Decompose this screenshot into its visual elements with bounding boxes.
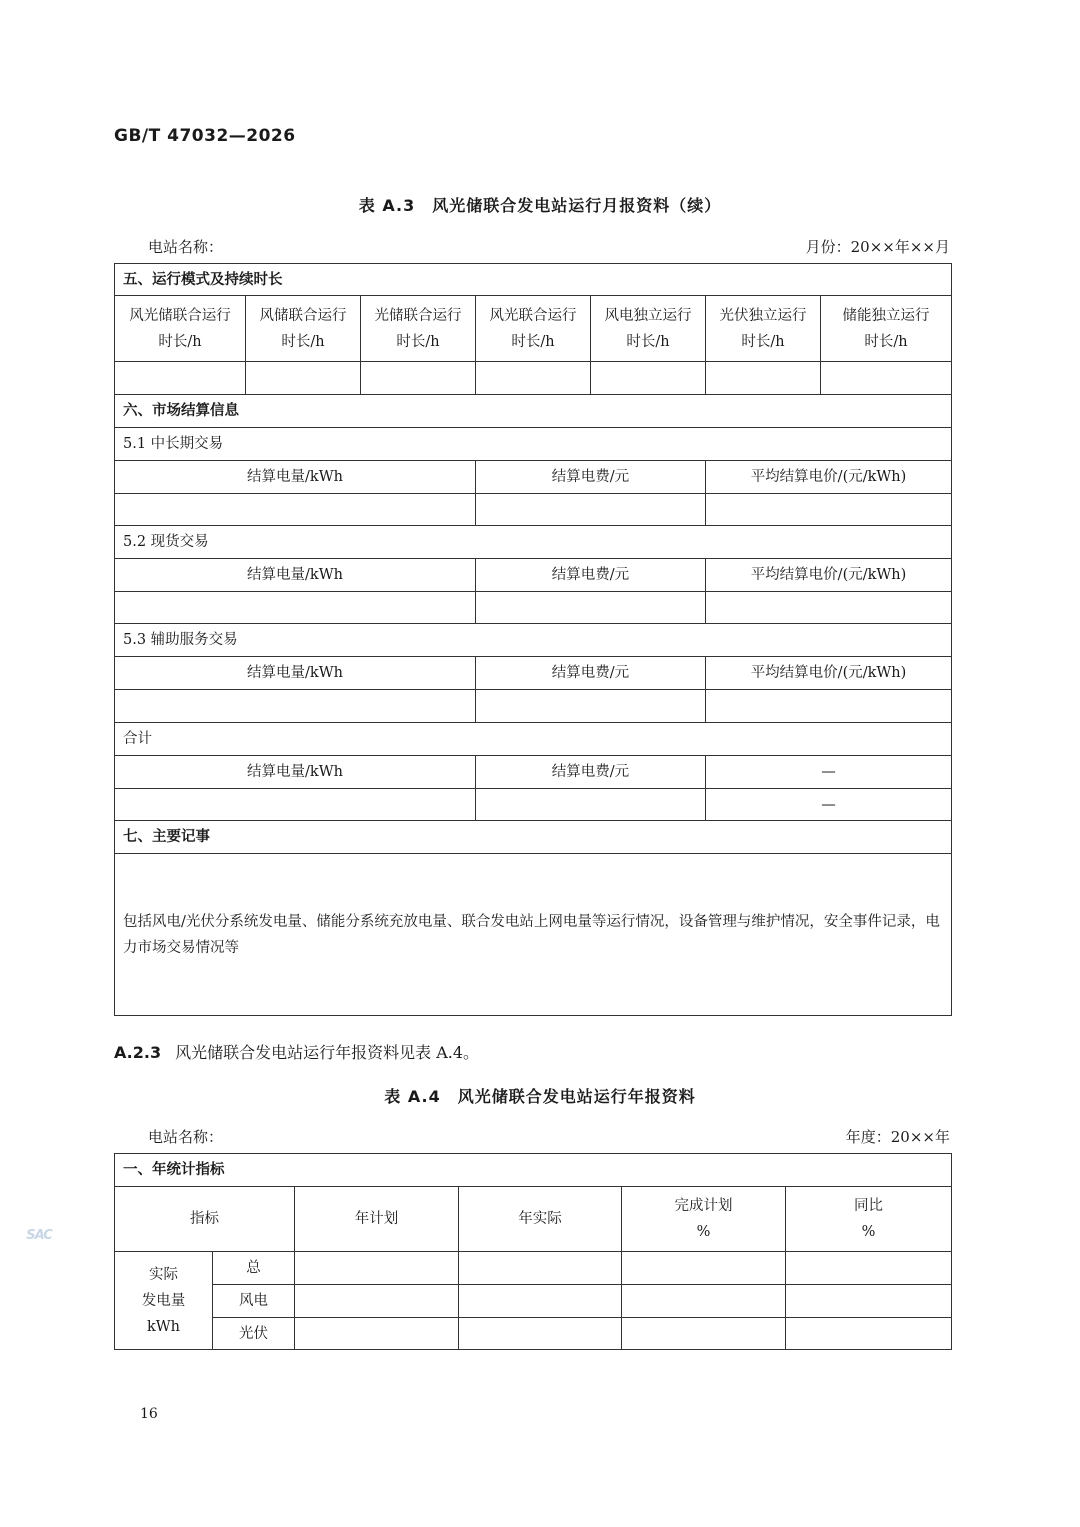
row-label: 总	[213, 1252, 295, 1285]
settlement-header-row	[115, 559, 952, 592]
mode-unit: 时长/h	[158, 333, 202, 350]
energy-cell[interactable]	[115, 690, 476, 723]
settlement-value-row	[115, 494, 952, 526]
col-plan: 年计划	[295, 1187, 459, 1252]
col-energy: 结算电量/kWh	[115, 559, 476, 592]
mode-unit: 时长/h	[626, 333, 670, 350]
energy-cell[interactable]	[115, 789, 476, 821]
col-price: 平均结算电价/(元/kWh)	[706, 559, 952, 592]
energy-cell[interactable]	[115, 592, 476, 624]
total-header-row	[115, 756, 952, 789]
gen-label-line: 发电量	[141, 1292, 186, 1309]
gen-label-line: kWh	[146, 1318, 181, 1335]
mode-unit: 时长/h	[396, 333, 440, 350]
row-label: 光伏	[213, 1318, 295, 1350]
col-fee: 结算电费/元	[476, 756, 706, 789]
col-yoy-unit: %	[861, 1224, 876, 1240]
col-fee: 结算电费/元	[476, 657, 706, 690]
table-a4	[114, 1153, 952, 1350]
subsection-title: 5.1 中长期交易	[115, 428, 952, 461]
col-yoy	[786, 1187, 952, 1252]
col-energy: 结算电量/kWh	[115, 756, 476, 789]
mode-label: 光储联合运行	[374, 307, 462, 324]
settlement-value-row	[115, 690, 952, 723]
price-cell[interactable]	[706, 690, 952, 723]
settlement-value-row	[115, 592, 952, 624]
subsection-title: 5.2 现货交易	[115, 526, 952, 559]
fee-cell[interactable]	[476, 690, 706, 723]
clause-paragraph	[114, 1040, 479, 1063]
row-label: 风电	[213, 1285, 295, 1318]
mode-header	[246, 296, 361, 362]
fee-cell[interactable]	[476, 592, 706, 624]
notes-cell[interactable]: 包括风电/光伏分系统发电量、储能分系统充放电量、联合发电站上网电量等运行情况，设备管理与维护情况，安全事件记录，电力市场交易情况等	[115, 854, 952, 1016]
mode-value-cell[interactable]	[361, 362, 476, 395]
mode-header	[591, 296, 706, 362]
actual-cell[interactable]	[459, 1318, 622, 1350]
plan-cell[interactable]	[295, 1285, 459, 1318]
mode-label: 储能独立运行	[842, 307, 930, 324]
col-price: 平均结算电价/(元/kWh)	[706, 461, 952, 494]
month-label: 月份：20××年××月	[805, 238, 950, 256]
station-name-label: 电站名称：	[148, 1128, 224, 1146]
col-actual: 年实际	[459, 1187, 622, 1252]
plan-cell[interactable]	[295, 1318, 459, 1350]
energy-cell[interactable]	[115, 494, 476, 526]
mode-header	[706, 296, 821, 362]
mode-header-row	[115, 296, 952, 362]
mode-header	[115, 296, 246, 362]
table-a4-caption: 表 A.4 风光储联合发电站运行年报资料	[384, 1087, 696, 1106]
col-price: 平均结算电价/(元/kWh)	[706, 657, 952, 690]
price-cell[interactable]	[706, 494, 952, 526]
col-yoy-label: 同比	[854, 1198, 883, 1214]
mode-label: 风电独立运行	[604, 307, 692, 324]
station-name-label: 电站名称：	[148, 238, 224, 256]
a4-row-pv	[115, 1318, 952, 1350]
mode-value-cell[interactable]	[706, 362, 821, 395]
section-7-title: 七、主要记事	[115, 821, 952, 854]
col-energy: 结算电量/kWh	[115, 657, 476, 690]
section-6-title: 六、市场结算信息	[115, 395, 952, 428]
fee-cell[interactable]	[476, 494, 706, 526]
generation-label	[115, 1252, 213, 1350]
gen-label-line: 实际	[149, 1266, 178, 1283]
standard-code: GB/T 47032—2026	[114, 126, 296, 146]
year-label: 年度：20××年	[845, 1128, 950, 1146]
price-cell[interactable]	[706, 592, 952, 624]
col-energy: 结算电量/kWh	[115, 461, 476, 494]
mode-value-cell[interactable]	[591, 362, 706, 395]
total-title: 合计	[115, 723, 952, 756]
subsection-title: 5.3 辅助服务交易	[115, 624, 952, 657]
col-complete-label: 完成计划	[674, 1198, 733, 1214]
col-fee: 结算电费/元	[476, 559, 706, 592]
section-5-title: 五、运行模式及持续时长	[115, 264, 952, 296]
table-a3-caption: 表 A.3 风光储联合发电站运行月报资料（续）	[358, 196, 722, 215]
mode-unit: 时长/h	[511, 333, 555, 350]
col-fee: 结算电费/元	[476, 461, 706, 494]
mode-label: 风光储联合运行	[129, 307, 231, 324]
yoy-cell[interactable]	[786, 1318, 952, 1350]
mode-header	[476, 296, 591, 362]
mode-value-cell[interactable]	[115, 362, 246, 395]
complete-cell[interactable]	[622, 1252, 786, 1285]
mode-label: 光伏独立运行	[719, 307, 807, 324]
page-number: 16	[140, 1406, 158, 1422]
mode-value-cell[interactable]	[246, 362, 361, 395]
mode-value-cell[interactable]	[476, 362, 591, 395]
clause-number: A.2.3	[114, 1043, 162, 1062]
total-value-row	[115, 789, 952, 821]
table-a3	[114, 263, 952, 1016]
mode-unit: 时长/h	[741, 333, 785, 350]
settlement-header-row	[115, 461, 952, 494]
a4-row-wind	[115, 1285, 952, 1318]
actual-cell[interactable]	[459, 1252, 622, 1285]
col-complete	[622, 1187, 786, 1252]
fee-cell[interactable]	[476, 789, 706, 821]
clause-text: 风光储联合发电站运行年报资料见表 A.4。	[175, 1043, 480, 1062]
mode-value-row	[115, 362, 952, 395]
section-1-title: 一、年统计指标	[115, 1154, 952, 1187]
settlement-header-row	[115, 657, 952, 690]
yoy-cell[interactable]	[786, 1252, 952, 1285]
mode-value-cell[interactable]	[821, 362, 952, 395]
mode-header	[821, 296, 952, 362]
mode-label: 风光联合运行	[489, 307, 577, 324]
complete-cell[interactable]	[622, 1285, 786, 1318]
complete-cell[interactable]	[622, 1318, 786, 1350]
a4-row-total	[115, 1252, 952, 1285]
dash-cell: —	[706, 789, 952, 821]
mode-unit: 时长/h	[281, 333, 325, 350]
mode-label: 风储联合运行	[259, 307, 347, 324]
sac-watermark-logo: SAC	[26, 1228, 52, 1243]
col-complete-unit: %	[696, 1224, 711, 1240]
dash-cell: —	[706, 756, 952, 789]
a4-header-row	[115, 1187, 952, 1252]
col-indicator: 指标	[115, 1187, 295, 1252]
yoy-cell[interactable]	[786, 1285, 952, 1318]
mode-unit: 时长/h	[864, 333, 908, 350]
mode-header	[361, 296, 476, 362]
actual-cell[interactable]	[459, 1285, 622, 1318]
plan-cell[interactable]	[295, 1252, 459, 1285]
